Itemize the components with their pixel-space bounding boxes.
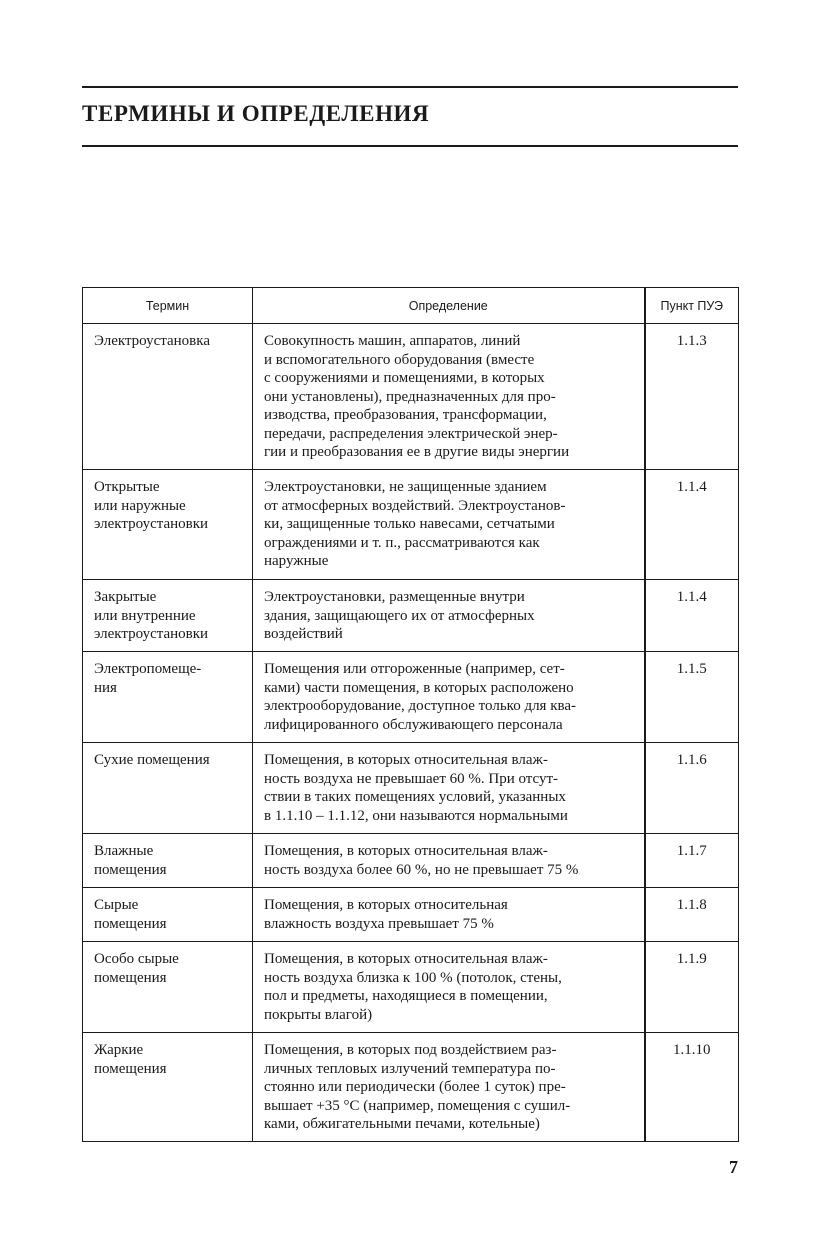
table-row (83, 743, 739, 834)
term-cell: Влажные помещения (83, 834, 253, 888)
table-header-row (83, 288, 739, 324)
table-row (83, 834, 739, 888)
definition-cell: Помещения, в которых относительная влажность воздуха превышает 75 % (253, 888, 645, 942)
definition-cell: Электроустановки, размещенные внутри здания, защищающего их от атмосферных воздействий (253, 580, 645, 652)
ref-cell: 1.1.4 (645, 470, 739, 580)
bottom-rule (82, 145, 738, 147)
term-cell: Открытые или наружные электроустановки (83, 470, 253, 580)
ref-cell: 1.1.4 (645, 580, 739, 652)
page-title: ТЕРМИНЫ И ОПРЕДЕЛЕНИЯ (82, 101, 430, 126)
table-row (83, 888, 739, 942)
column-header-definition: Определение (253, 288, 645, 324)
definition-cell: Помещения или отгороженные (например, сет- ками) части помещения, в которых расположено электрооборудование, доступное только для ква- лифицированного обслуживающего персонала (253, 652, 645, 743)
table-row (83, 1033, 739, 1142)
top-rule (82, 86, 738, 88)
term-cell: Сухие помещения (83, 743, 253, 834)
table-row (83, 652, 739, 743)
definition-cell: Помещения, в которых относительная влаж- ность воздуха более 60 %, но не превышает 75 % (253, 834, 645, 888)
ref-cell: 1.1.5 (645, 652, 739, 743)
term-cell: Жаркие помещения (83, 1033, 253, 1142)
table-row (83, 470, 739, 580)
table-row (83, 942, 739, 1033)
term-cell: Особо сырые помещения (83, 942, 253, 1033)
ref-cell: 1.1.8 (645, 888, 739, 942)
ref-cell: 1.1.9 (645, 942, 739, 1033)
ref-cell: 1.1.6 (645, 743, 739, 834)
definition-cell: Помещения, в которых под воздействием раз- личных тепловых излучений температура по- стоянно или периодически (более 1 суток) пре- вышает +35 °С (например, помещения с сушил- ками, обжигательными печами, котельные) (253, 1033, 645, 1142)
ref-cell: 1.1.10 (645, 1033, 739, 1142)
term-cell: Закрытые или внутренние электроустановки (83, 580, 253, 652)
term-cell: Сырые помещения (83, 888, 253, 942)
definition-cell: Помещения, в которых относительная влаж- ность воздуха близка к 100 % (потолок, стены, пол и предметы, находящиеся в помещении, покрыты влагой) (253, 942, 645, 1033)
column-header-term: Термин (83, 288, 253, 324)
definition-cell: Помещения, в которых относительная влаж- ность воздуха не превышает 60 %. При отсут- ствии в таких помещениях условий, указанных в 1.1.10 – 1.1.12, они называются нормальными (253, 743, 645, 834)
table-row (83, 324, 739, 470)
table-row (83, 580, 739, 652)
definition-cell: Электроустановки, не защищенные зданием от атмосферных воздействий. Электроустанов- ки, защищенные только навесами, сетчатыми ограждениями и т. п., рассматриваются как наружные (253, 470, 645, 580)
column-header-ref: Пункт ПУЭ (645, 288, 739, 324)
definition-cell: Совокупность машин, аппаратов, линий и вспомогательного оборудования (вместе с сооружениями и помещениями, в которых они установлены), предназначенных для про- изводства, преобразования, трансформации, передачи, распределения электрической энер- гии и преобразования ее в другие виды энергии (253, 324, 645, 470)
ref-cell: 1.1.3 (645, 324, 739, 470)
term-cell: Электропомеще- ния (83, 652, 253, 743)
term-cell: Электроустановка (83, 324, 253, 470)
page-number: 7 (729, 1157, 738, 1177)
ref-cell: 1.1.7 (645, 834, 739, 888)
terms-table (82, 287, 739, 1142)
